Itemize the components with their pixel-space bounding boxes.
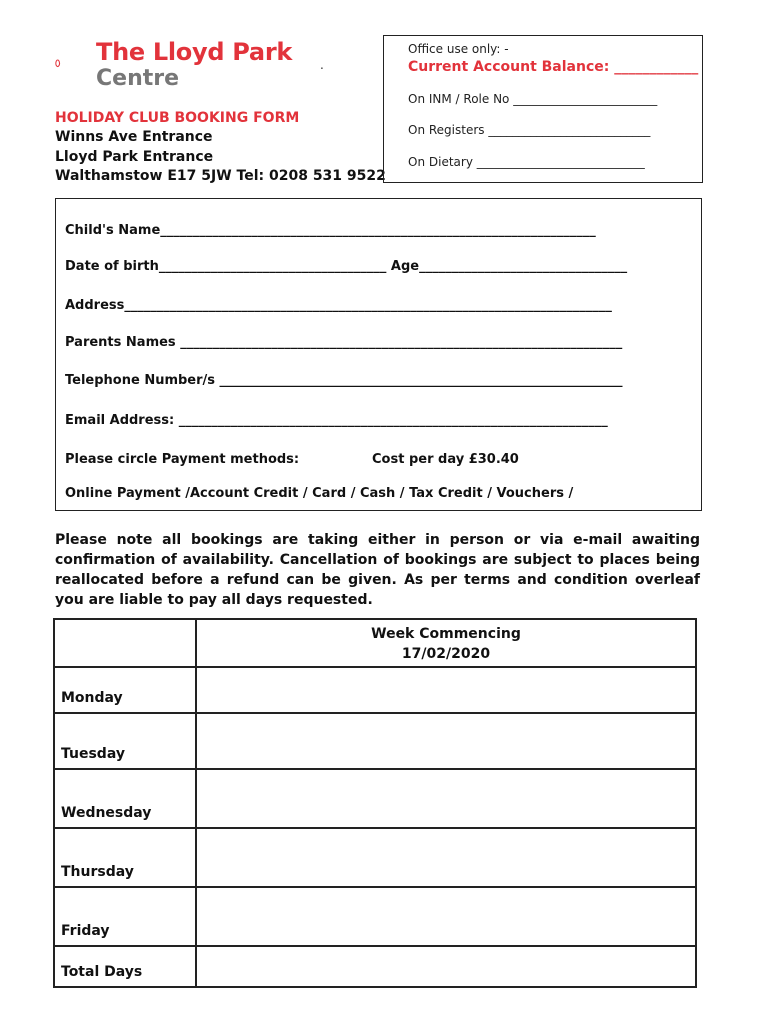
dot-mark: . [320,58,324,72]
total-days-cell[interactable] [196,946,696,987]
table-row [54,887,696,946]
booking-notice: Please note all bookings are taking either in person or via e-mail awaiting confirmation of availability. Cancellation of bookings are subject to places being reallocated before a refund can be given. As per terms and condition overleaf you are liable to pay all days requested. [55,532,700,608]
week-commencing-label: Week Commencing [371,626,521,642]
booking-table [53,618,697,988]
telephone-field[interactable]: Telephone Number/s ______________________________________________________________ [65,373,623,388]
account-balance-field[interactable]: Current Account Balance: ____________ [408,59,699,75]
office-use-box [383,35,703,183]
address-field[interactable]: Address___________________________________________________________________________ [65,298,612,313]
child-name-field[interactable]: Child's Name___________________________________________________________________ [65,223,596,238]
table-row [54,713,696,769]
friday-booking-cell[interactable] [196,887,696,946]
email-field[interactable]: Email Address: __________________________________________________________________ [65,413,608,428]
parents-names-field[interactable]: Parents Names ____________________________________________________________________ [65,335,623,350]
address-line-1: Winns Ave Entrance [55,129,213,145]
lloyd-park-logo-icon [55,36,95,92]
thursday-booking-cell[interactable] [196,828,696,887]
payment-methods-label: Please circle Payment methods: [65,452,300,467]
table-row [54,667,696,713]
day-label-monday: Monday [54,667,196,713]
payment-methods-options[interactable]: Online Payment /Account Credit / Card / Cash / Tax Credit / Vouchers / [65,486,574,501]
week-commencing-date: 17/02/2020 [401,646,491,662]
child-details-box [55,198,702,511]
day-label-thursday: Thursday [54,828,196,887]
date-of-birth-age-field[interactable]: Date of birth___________________________________ Age________________________________ [65,259,628,274]
logo-title: The Lloyd Park [96,38,293,66]
address-line-2: Lloyd Park Entrance [55,149,214,165]
table-row [54,769,696,828]
table-header-row [54,619,696,667]
day-label-tuesday: Tuesday [54,713,196,769]
day-label-wednesday: Wednesday [54,769,196,828]
inm-role-field[interactable]: On INM / Role No ________________________ [408,92,658,106]
week-commencing-header [196,619,696,667]
table-row [54,946,696,987]
day-label-total-days: Total Days [54,946,196,987]
address-line-3: Walthamstow E17 5JW Tel: 0208 531 9522 [55,168,386,184]
logo-subtitle: Centre [96,66,180,91]
cost-per-day: Cost per day £30.40 [372,452,519,467]
form-title: HOLIDAY CLUB BOOKING FORM [55,110,300,126]
wednesday-booking-cell[interactable] [196,769,696,828]
office-use-title: Office use only: - [408,42,509,56]
tuesday-booking-cell[interactable] [196,713,696,769]
table-row [54,828,696,887]
dietary-field[interactable]: On Dietary ____________________________ [408,155,645,169]
header-empty-cell [54,619,196,667]
registers-field[interactable]: On Registers ___________________________ [408,123,651,137]
monday-booking-cell[interactable] [196,667,696,713]
day-label-friday: Friday [54,887,196,946]
